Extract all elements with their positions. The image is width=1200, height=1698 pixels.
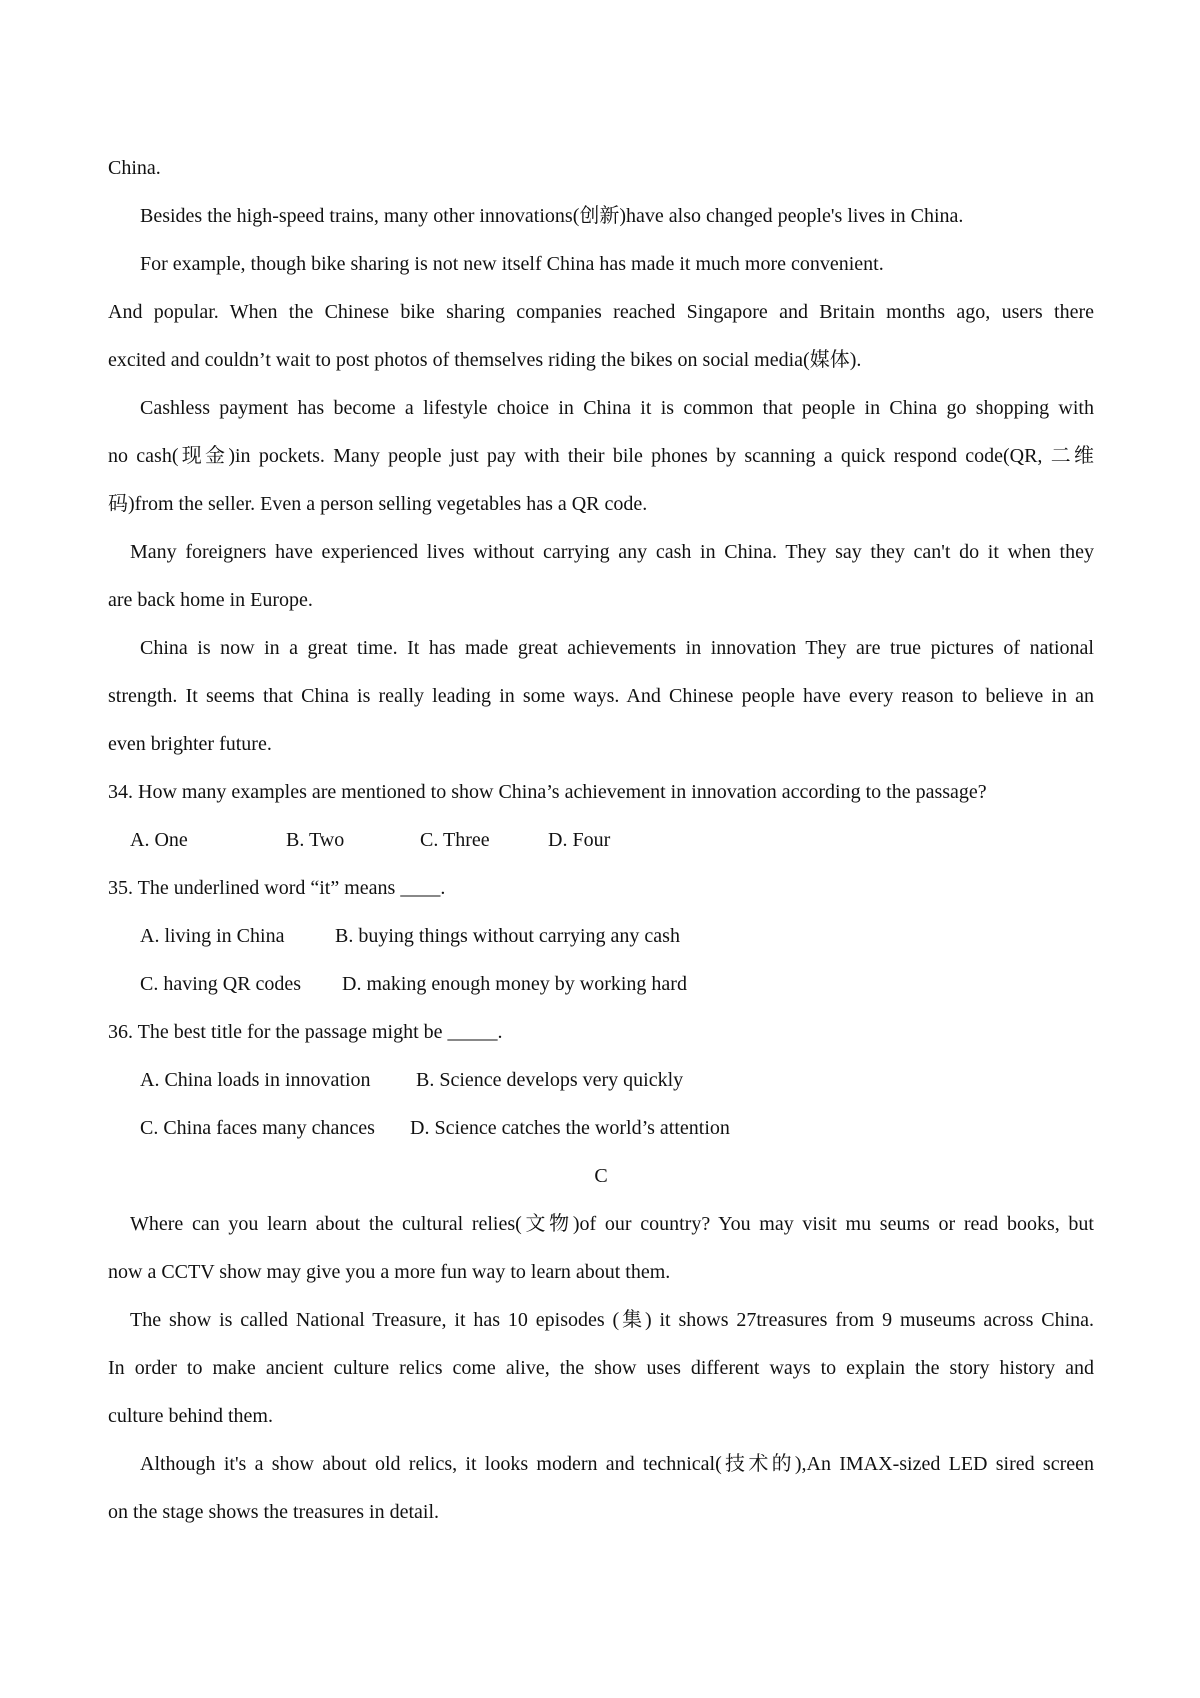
question-36-options-row2 — [140, 1104, 1126, 1152]
passage-line: And popular. When the Chinese bike sharing companies reached Singapore and Britain months ago, users there — [108, 301, 1094, 323]
option-b: B. buying things without carrying any cash — [335, 925, 680, 947]
option-d: D. Science catches the world’s attention — [410, 1117, 730, 1139]
option-c: C. Three — [420, 829, 490, 851]
passage-line: culture behind them. — [108, 1405, 273, 1427]
question-36-options-row1 — [140, 1056, 1126, 1104]
option-a: A. living in China — [140, 925, 285, 947]
passage-line: Besides the high-speed trains, many other innovations(创新)have also changed people's lives in China. — [140, 205, 964, 227]
passage-line: even brighter future. — [108, 733, 272, 755]
passage-line: Cashless payment has become a lifestyle choice in China it is common that people in China go shopping with — [140, 397, 1094, 419]
question-35-options-row1 — [140, 912, 1126, 960]
passage-line: Although it's a show about old relics, it looks modern and technical(技术的),An IMAX-sized LED sired screen — [140, 1453, 1094, 1475]
question-stem-35: 35. The underlined word “it” means ____. — [108, 877, 446, 899]
section-heading: C — [594, 1165, 608, 1187]
passage-line: no cash(现金)in pockets. Many people just pay with their bile phones by scanning a quick respond code(QR, 二维 — [108, 445, 1094, 467]
option-a: A. China loads in innovation — [140, 1069, 371, 1091]
passage-line: are back home in Europe. — [108, 589, 313, 611]
passage-line: now a CCTV show may give you a more fun way to learn about them. — [108, 1261, 671, 1283]
passage-line: strength. It seems that China is really leading in some ways. And Chinese people have every reason to believe in an — [108, 685, 1094, 707]
option-a: A. One — [130, 829, 188, 851]
question-34-options — [130, 816, 1116, 864]
option-d: D. making enough money by working hard — [342, 973, 687, 995]
passage-line: The show is called National Treasure, it has 10 episodes (集) it shows 27treasures from 9 museums across China. — [130, 1309, 1094, 1331]
passage-line: China. — [108, 157, 161, 179]
passage-line: For example, though bike sharing is not new itself China has made it much more convenient. — [140, 253, 884, 275]
passage-line: Many foreigners have experienced lives without carrying any cash in China. They say they can't do it when they — [130, 541, 1094, 563]
passage-line: In order to make ancient culture relics come alive, the show uses different ways to explain the story history and — [108, 1357, 1094, 1379]
option-b: B. Science develops very quickly — [416, 1069, 684, 1091]
question-stem-34: 34. How many examples are mentioned to show China’s achievement in innovation according to the passage? — [108, 781, 987, 803]
question-stem-36: 36. The best title for the passage might be _____. — [108, 1021, 503, 1043]
option-d: D. Four — [548, 829, 611, 851]
passage-line: excited and couldn’t wait to post photos of themselves riding the bikes on social media(媒体). — [108, 349, 862, 371]
option-b: B. Two — [286, 829, 345, 851]
question-35-options-row2 — [140, 960, 1126, 1008]
passage-line: on the stage shows the treasures in detail. — [108, 1501, 440, 1523]
passage-line: Where can you learn about the cultural relies(文物)of our country? You may visit mu seums or read books, but — [130, 1213, 1094, 1235]
option-c: C. China faces many chances — [140, 1117, 375, 1139]
option-c: C. having QR codes — [140, 973, 302, 995]
passage-line: China is now in a great time. It has made great achievements in innovation They are true pictures of national — [140, 637, 1094, 659]
passage-line: 码)from the seller. Even a person selling vegetables has a QR code. — [108, 493, 648, 515]
